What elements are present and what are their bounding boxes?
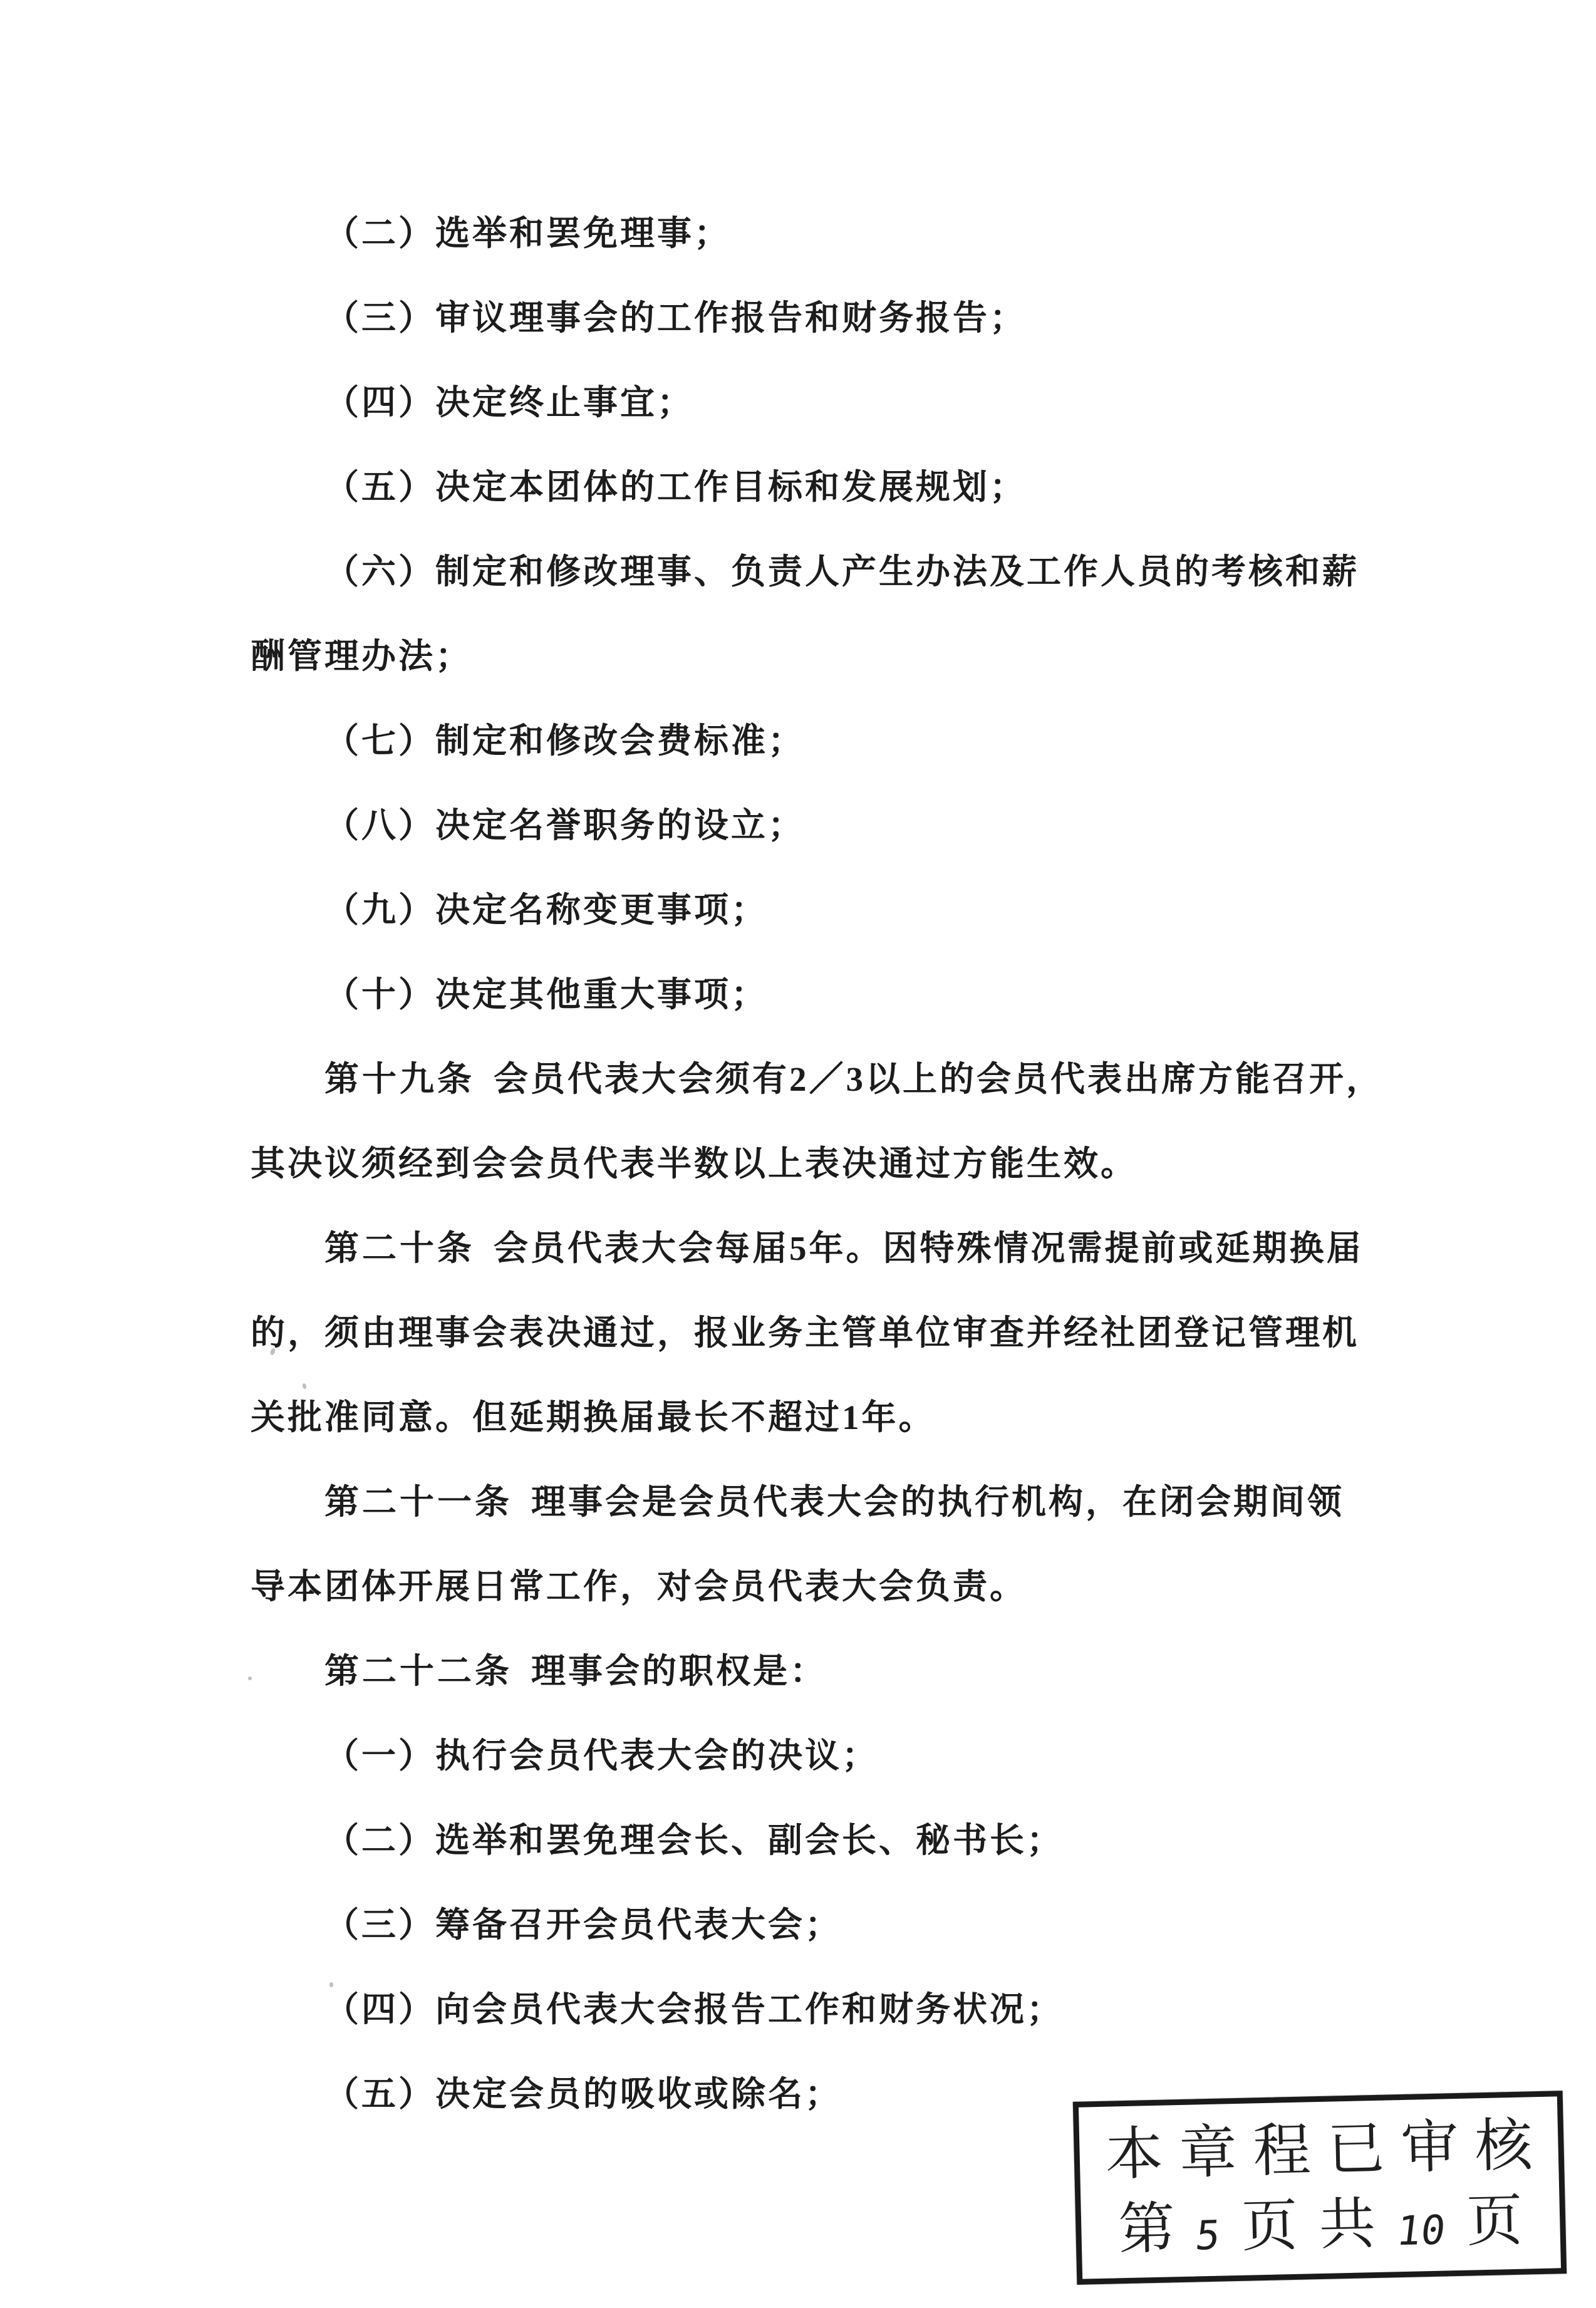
line-text: （七）制定和修改会费标准； <box>324 722 806 760</box>
scan-speck <box>329 1982 333 1987</box>
text-line <box>251 526 1372 611</box>
text-line <box>251 949 1372 1034</box>
text-line <box>251 1203 1372 1287</box>
line-text: （五）决定本团体的工作目标和发展规划； <box>324 468 1027 506</box>
text-line <box>251 1795 1372 1879</box>
line-text: （五）决定会员的吸收或除名； <box>324 2075 842 2113</box>
line-text: 关批准同意。但延期换届最长不超过1年。 <box>251 1398 936 1437</box>
stamp-page-info <box>1117 2190 1524 2262</box>
text-line <box>251 1118 1372 1203</box>
line-text: （六）制定和修改理事、负责人产生办法及工作人员的考核和薪 <box>324 553 1360 591</box>
line-text: （四）决定终止事宜； <box>324 383 695 422</box>
stamp-page-unit: 页 <box>1241 2195 1299 2259</box>
text-line <box>251 695 1372 780</box>
line-text: （三）审议理事会的工作报告和财务报告； <box>324 299 1027 337</box>
text-line <box>251 1034 1384 1118</box>
text-line <box>251 1964 1372 2049</box>
stamp-total-number: 10 <box>1394 2207 1448 2255</box>
text-line <box>251 1710 1372 1795</box>
text-line <box>251 1287 1372 1372</box>
text-line <box>251 1457 1372 1541</box>
line-text: （三）筹备召开会员代表大会； <box>324 1906 842 1944</box>
stamp-total-unit: 页 <box>1465 2190 1524 2254</box>
text-line <box>251 357 1372 442</box>
text-line <box>251 611 1372 695</box>
line-text: 导本团体开展日常工作，对会员代表大会负责。 <box>251 1567 1027 1606</box>
stamp-total-conjunction: 共 <box>1318 2193 1377 2257</box>
text-line <box>251 273 1372 357</box>
line-text: 理事会的职权是： <box>531 1652 827 1690</box>
line-text: （二）选举和罢免理会长、副会长、秘书长； <box>324 1821 1064 1859</box>
text-line <box>251 1372 1372 1457</box>
article-number-label: 第十九条 <box>324 1060 475 1098</box>
review-stamp <box>1073 2091 1567 2285</box>
line-text: 其决议须经到会会员代表半数以上表决通过方能生效。 <box>251 1145 1138 1183</box>
line-text: （二）选举和罢免理事； <box>324 214 732 252</box>
stamp-page-prefix: 第 <box>1117 2198 1176 2262</box>
document-body <box>251 188 1384 2133</box>
line-text: 酬管理办法； <box>251 637 473 675</box>
stamp-page-number: 5 <box>1193 2212 1223 2260</box>
text-line <box>251 1541 1372 1626</box>
text-line <box>251 865 1372 949</box>
text-line <box>251 1879 1372 1964</box>
article-number-label: 第二十一条 <box>324 1483 513 1521</box>
article-number-label: 第二十二条 <box>324 1652 513 1690</box>
text-line <box>251 188 1372 273</box>
text-line <box>251 1626 1372 1710</box>
line-text: （一）执行会员代表大会的决议； <box>324 1737 879 1775</box>
article-number-label: 第二十条 <box>324 1229 475 1267</box>
line-text: （八）决定名誉职务的设立； <box>324 806 806 845</box>
text-line <box>251 780 1372 865</box>
line-text: 会员代表大会须有2／3以上的会员代表出席方能召开， <box>494 1060 1384 1098</box>
line-text: 理事会是会员代表大会的执行机构，在闭会期间领 <box>531 1483 1345 1521</box>
line-text: 会员代表大会每届5年。因特殊情况需提前或延期换届 <box>494 1229 1364 1267</box>
line-text: （九）决定名称变更事项； <box>324 891 769 929</box>
line-text: （十）决定其他重大事项； <box>324 975 769 1014</box>
line-text: 的，须由理事会表决通过，报业务主管单位审查并经社团登记管理机 <box>251 1314 1360 1352</box>
line-text: （四）向会员代表大会报告工作和财务状况； <box>324 1990 1064 2029</box>
stamp-title: 本章程已审核 <box>1104 2113 1550 2187</box>
text-line <box>251 442 1372 526</box>
scan-speck <box>248 1676 252 1680</box>
